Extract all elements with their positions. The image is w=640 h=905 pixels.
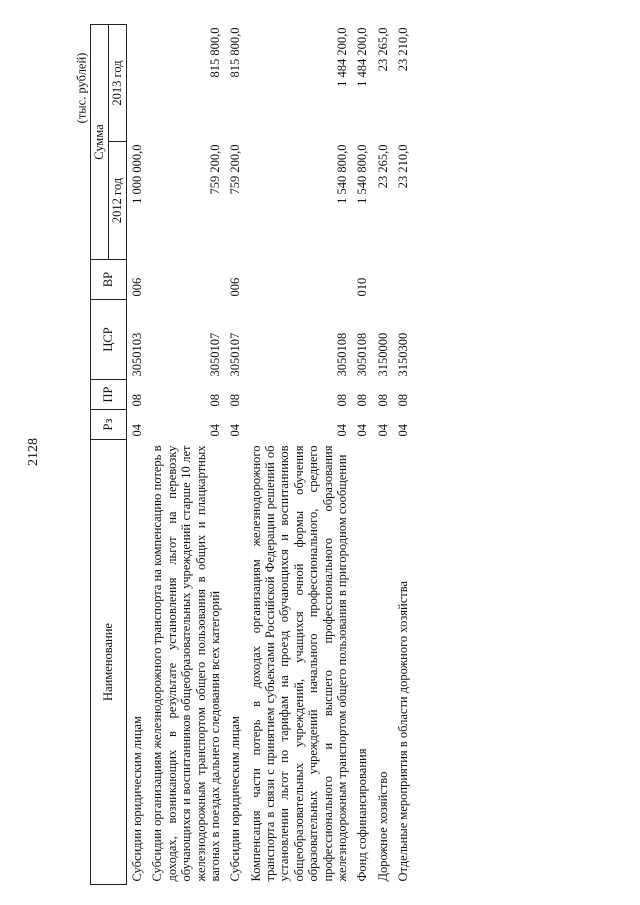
row-vr	[145, 260, 223, 300]
row-vr	[391, 260, 411, 300]
row-vr: 010	[355, 277, 370, 297]
header-csr: ЦСР	[91, 300, 127, 380]
budget-table-block	[90, 25, 600, 885]
table-row	[145, 25, 223, 885]
row-pr: 08	[228, 394, 243, 407]
row-2013: 1 484 200,0	[334, 27, 349, 87]
row-rz: 04	[228, 424, 243, 437]
row-rz: 04	[130, 424, 144, 437]
row-csr: 3150300	[396, 332, 410, 377]
table-header	[91, 25, 127, 885]
row-vr: 006	[228, 277, 243, 297]
header-pr: ПР	[91, 380, 127, 410]
header-rz: Рз	[91, 410, 127, 440]
row-2012: 1 540 800,0	[355, 144, 370, 204]
header-sum: Сумма	[91, 25, 109, 260]
row-name: Фонд софинансирования	[355, 748, 370, 882]
header-2012: 2012 год	[109, 142, 127, 260]
row-pr: 08	[130, 394, 144, 407]
row-pr: 08	[207, 394, 222, 407]
row-2013: 1 484 200,0	[355, 27, 370, 87]
row-name: Компенсация части потерь в доходах организациям железнодорожного транспорта в связи с принятием субъектами Российской Федерации решений об установлении льгот по тарифам на проезд обучающихся и воспитанников общеобразовательных учреждений, учащихся очной формы обучения образовательных учреждений начального профессионального, среднего профессионального и высшего профессионального образования железнодорожным транспортом общего пользования в пригородном сообщении	[248, 445, 349, 882]
table-row	[350, 25, 370, 885]
row-rz: 04	[375, 424, 390, 437]
row-2012: 759 200,0	[207, 144, 222, 195]
row-rz: 04	[207, 424, 222, 437]
row-pr: 08	[355, 394, 370, 407]
row-csr: 3050108	[334, 332, 349, 377]
row-pr: 08	[334, 394, 349, 407]
row-rz: 04	[334, 424, 349, 437]
header-vr: ВР	[91, 260, 127, 300]
row-2013: 23 210,0	[396, 27, 410, 72]
budget-table	[90, 24, 411, 885]
table-row	[244, 25, 351, 885]
row-2013	[127, 25, 146, 142]
units-text: (тыс. рублей)	[74, 52, 89, 124]
row-csr: 3050107	[228, 332, 243, 377]
page-number-text: 2128	[26, 438, 41, 466]
row-csr: 3150000	[375, 332, 390, 377]
row-name: Субсидии юридическим лицам	[130, 716, 144, 882]
row-vr: 006	[130, 277, 144, 297]
row-2012: 23 265,0	[375, 144, 390, 189]
row-rz: 04	[396, 424, 410, 437]
row-name: Субсидии организациям железнодорожного транспорта на компенсацию потерь в доходах, возникающих в результате установления льгот на перевозку обучающихся и воспитанников общеобразовательных учреждений старше 10 лет железнодорожным транспортом общего пользования в общих и плацкартных вагонах в поездах дальнего следования всех категорий	[150, 445, 222, 882]
row-2012: 23 210,0	[396, 144, 410, 189]
row-pr: 08	[396, 394, 410, 407]
row-2012: 1 000 000,0	[130, 144, 144, 204]
row-csr: 3050103	[130, 332, 144, 377]
table-row	[127, 25, 146, 885]
table-row	[223, 25, 243, 885]
row-2013: 815 800,0	[207, 27, 222, 78]
row-2012: 759 200,0	[228, 144, 243, 195]
row-2012: 1 540 800,0	[334, 144, 349, 204]
row-name: Субсидии юридическим лицам	[228, 716, 243, 882]
row-csr: 3050107	[207, 332, 222, 377]
row-pr: 08	[375, 394, 390, 407]
row-vr	[371, 260, 391, 300]
row-2013: 23 265,0	[375, 27, 390, 72]
row-2013: 815 800,0	[228, 27, 243, 78]
row-vr	[244, 260, 351, 300]
row-name: Дорожное хозяйство	[375, 771, 390, 882]
row-name: Отдельные мероприятия в области дорожного хозяйства	[396, 581, 410, 882]
header-name: Наименование	[91, 440, 127, 885]
table-row	[391, 25, 411, 885]
table-row	[371, 25, 391, 885]
row-csr: 3050108	[355, 332, 370, 377]
table-body	[127, 25, 412, 885]
header-2013: 2013 год	[109, 25, 127, 142]
row-rz: 04	[355, 424, 370, 437]
